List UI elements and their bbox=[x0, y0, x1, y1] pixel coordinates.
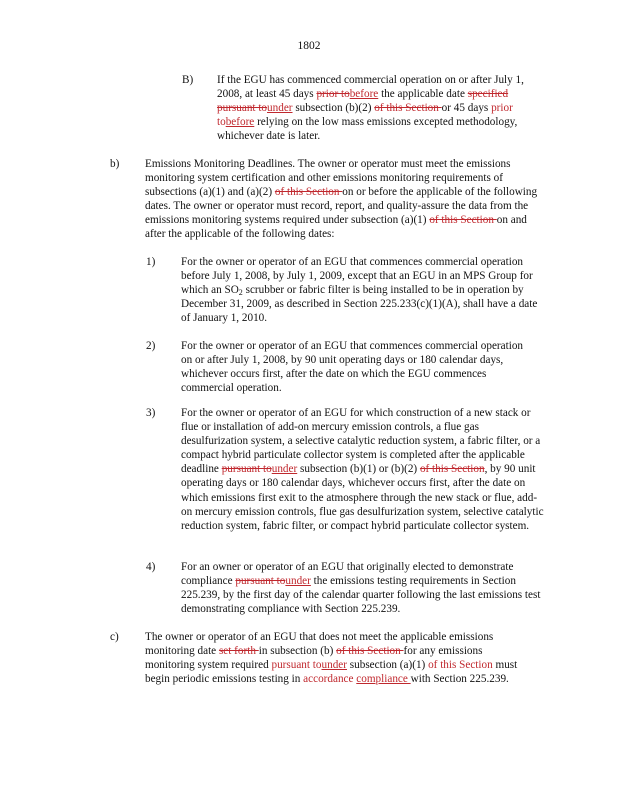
text-segment-ins: compliance bbox=[356, 673, 411, 686]
text-segment: subsection (a)(1) bbox=[346, 659, 429, 672]
text-segment: For the owner or operator of an EGU that commences commercial operation on or after July 1, 2008, by 90 unit operating days or 180 calendar days, whichever occurs first, after the date on which the EGU commences commercial operation. bbox=[181, 340, 524, 395]
text-segment: If the EGU has commenced commercial operation on or after July 1, 2008, at least 45 days bbox=[217, 74, 524, 101]
item-b-text bbox=[145, 157, 545, 242]
text-segment-sub: 2 bbox=[238, 288, 243, 298]
item-3-text bbox=[181, 406, 545, 533]
item-1-label: 1) bbox=[146, 256, 156, 268]
text-segment: or 45 days bbox=[441, 102, 492, 115]
text-segment-del: prior to bbox=[316, 88, 350, 101]
text-segment-ins: before bbox=[225, 116, 255, 129]
text-segment-del: of this Section bbox=[429, 214, 497, 227]
text-segment: the emissions testing requirements in Section 225.239, by the first day of the calendar quarter following the last emissions test demonstrating compliance with Section 225.239. bbox=[181, 575, 541, 616]
item-2-label: 2) bbox=[146, 340, 156, 352]
text-segment: on and after the applicable of the following dates: bbox=[145, 214, 527, 241]
item-c-text bbox=[145, 630, 530, 686]
item-4-text bbox=[181, 560, 543, 616]
text-segment: relying on the low mass emissions excepted methodology, whichever date is later. bbox=[217, 116, 518, 143]
text-segment: Emissions Monitoring Deadlines. The owner or operator must meet the emissions monitoring system certification and other emissions monitoring requirements of subsections (a)(1) and (a)(2) bbox=[145, 158, 511, 199]
text-segment: subsection (b)(2) bbox=[292, 102, 375, 115]
text-segment-del: set forth bbox=[218, 645, 259, 658]
text-segment-del: specified pursuant to bbox=[217, 88, 509, 115]
text-segment-del: of this Section bbox=[336, 645, 404, 658]
item-3-label: 3) bbox=[146, 407, 156, 419]
text-segment-ins: under bbox=[285, 575, 311, 588]
text-segment-insn: prior to bbox=[217, 102, 513, 129]
item-4-label: 4) bbox=[146, 561, 156, 573]
item-2-text bbox=[181, 339, 531, 395]
text-segment-ins: before bbox=[349, 88, 379, 101]
text-segment: for any emissions monitoring system required bbox=[145, 645, 483, 672]
page-number: 1802 bbox=[297, 40, 321, 52]
item-1-text bbox=[181, 255, 543, 325]
text-segment-del: pursuant to bbox=[221, 463, 272, 476]
text-segment: For the owner or operator of an EGU for which construction of a new stack or flue or installation of add-on mercury emission controls, a flue gas desulfurization system, a selective catalytic reduction system, a fabric filter, or a compact hybrid particulate collector system is completed after the applicable deadline bbox=[181, 407, 541, 476]
item-b-label: b) bbox=[110, 158, 120, 170]
text-segment-insn: accordance bbox=[303, 673, 354, 686]
text-segment: scrubber or fabric filter is being installed to be in operation by December 31, 2009, as described in Section 225.233(c)(1)(A), shall have a date of January 1, 2010. bbox=[181, 284, 538, 325]
item-B-label: B) bbox=[182, 74, 194, 86]
text-segment-del: of this Section bbox=[374, 102, 442, 115]
text-segment: on or before the applicable of the following dates. The owner or operator must record, report, and quality-assure the data from the emissions monitoring systems required under subsection (a)(1) bbox=[145, 186, 538, 227]
text-segment-del: of this Section bbox=[274, 186, 343, 199]
text-segment-ins: under bbox=[321, 659, 347, 672]
text-segment-ins: under bbox=[267, 102, 293, 115]
text-segment-del: pursuant to bbox=[235, 575, 286, 588]
text-segment: with Section 225.239. bbox=[410, 673, 509, 686]
text-segment-ins: under bbox=[271, 463, 298, 476]
text-segment: must begin periodic emissions testing in bbox=[145, 659, 518, 686]
text-segment: in subsection (b) bbox=[258, 645, 337, 658]
text-segment-insn: pursuant to bbox=[271, 659, 322, 672]
text-segment: the applicable date bbox=[378, 88, 468, 101]
text-segment: The owner or operator of an EGU that does not meet the applicable emissions monitoring date bbox=[145, 631, 494, 658]
text-segment: subsection (b)(1) or (b)(2) bbox=[297, 463, 420, 476]
text-segment: , by 90 unit operating days or 180 calendar days, whichever occurs first, after the date on which emissions first exit to the atmosphere through the new stack or flue, add-on mercury emission controls, flue gas desulfurization system, selective catalytic reduction system, fabric filter, or compact hybrid particulate collector system. bbox=[181, 463, 544, 532]
text-segment-del: of this Section bbox=[419, 463, 485, 476]
text-segment: For the owner or operator of an EGU that commences commercial operation before July 1, 2008, by July 1, 2009, except that an EGU in an MPS Group for which an SO bbox=[181, 256, 533, 297]
item-c-label: c) bbox=[110, 631, 119, 643]
text-segment-insn: of this Section bbox=[428, 659, 493, 672]
text-segment: For an owner or operator of an EGU that originally elected to demonstrate compliance bbox=[181, 561, 514, 588]
item-B-text bbox=[217, 73, 537, 143]
